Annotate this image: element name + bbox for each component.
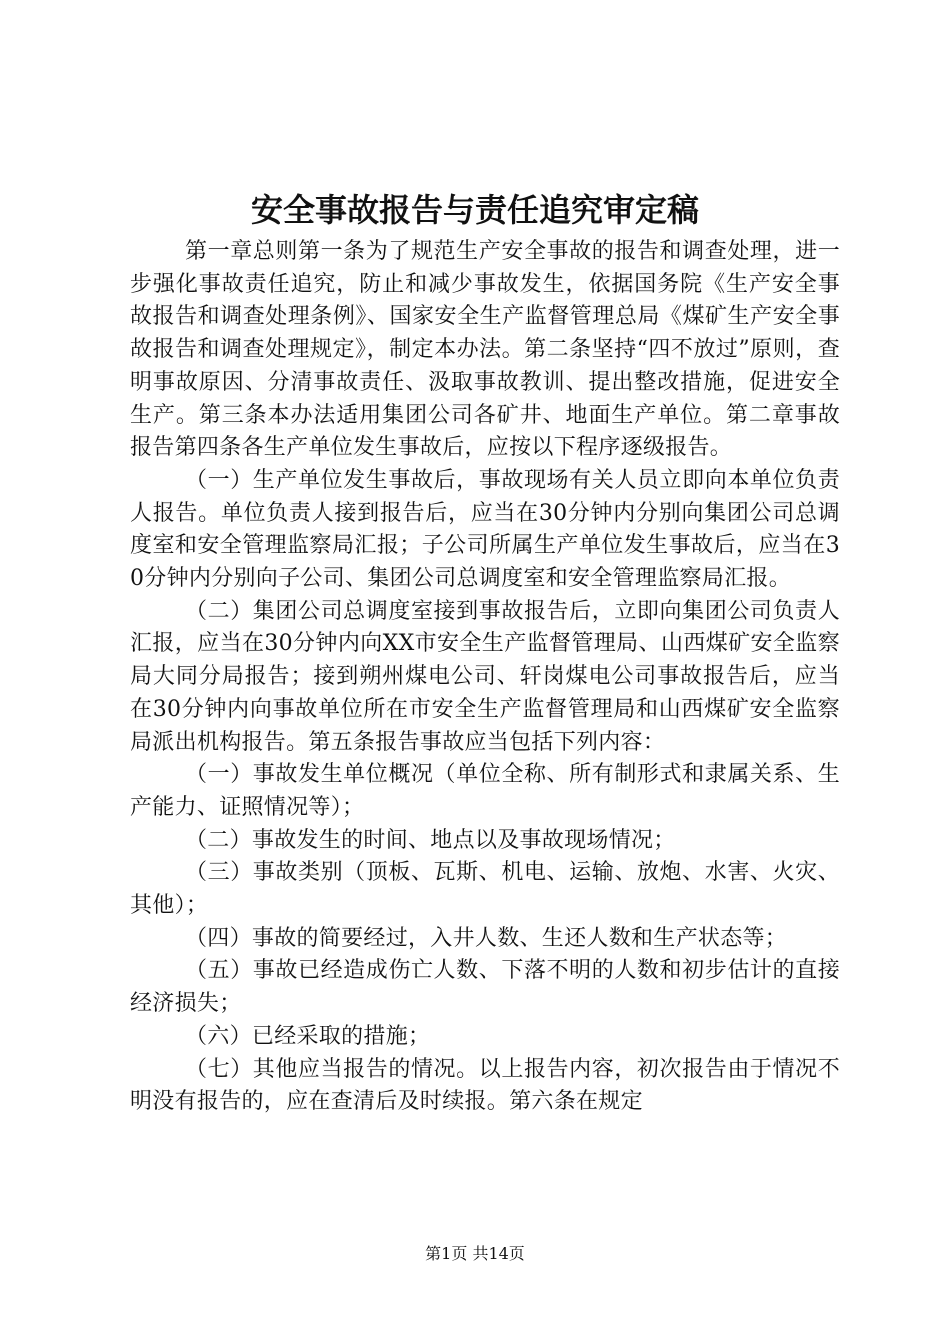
paragraph: （七）其他应当报告的情况。以上报告内容，初次报告由于情况不明没有报告的，应在查清后及时续报。第六条在规定 bbox=[130, 1056, 840, 1115]
paragraph: （六）已经采取的措施； bbox=[185, 1023, 431, 1049]
paragraph: （四）事故的简要经过，入井人数、生还人数和生产状态等； bbox=[185, 925, 788, 951]
paragraph: 第一章总则第一条为了规范生产安全事故的报告和调查处理，进一步强化事故责任追究，防止和减少事故发生，依据国务院《生产安全事故报告和调查处理条例》、国家安全生产监督管理总局《煤矿生产安全事故报告和调查处理规定》，制定本办法。第二条坚持“四不放过”原则，查明事故原因、分清事故责任、汲取事故教训、提出整改措施，促进安全生产。第三条本办法适用集团公司各矿井、地面生产单位。第二章事故报告第四条各生产单位发生事故后，应按以下程序逐级报告。 bbox=[130, 239, 840, 461]
paragraph: （三）事故类别（顶板、瓦斯、机电、运输、放炮、水害、火灾、其他）； bbox=[130, 860, 840, 919]
document-body bbox=[130, 236, 840, 1119]
paragraph: （二）事故发生的时间、地点以及事故现场情况； bbox=[185, 827, 676, 853]
paragraph: （一）生产单位发生事故后，事故现场有关人员立即向本单位负责人报告。单位负责人接到报告后，应当在30分钟内分别向集团公司总调度室和安全管理监察局汇报；子公司所属生产单位发生事故后，应当在30分钟内分别向子公司、集团公司总调度室和安全管理监察局汇报。 bbox=[130, 467, 840, 592]
paragraph: （一）事故发生单位概况（单位全称、所有制形式和隶属关系、生产能力、证照情况等）； bbox=[130, 762, 840, 820]
page-title: 安全事故报告与责任追究审定稿 bbox=[250, 191, 699, 229]
paragraph: （二）集团公司总调度室接到事故报告后，立即向集团公司负责人汇报，应当在30分钟内向XX市安全生产监督管理局、山西煤矿安全监察局大同分局报告；接到朔州煤电公司、轩岗煤电公司事故报告后，应当在30分钟内向事故单位所在市安全生产监督管理局和山西煤矿安全监察局派出机构报告。第五条报告事故应当包括下列内容： bbox=[130, 598, 840, 755]
paragraph: （五）事故已经造成伤亡人数、下落不明的人数和初步估计的直接经济损失； bbox=[130, 958, 840, 1017]
page-number: 第1页 共14页 bbox=[425, 1244, 525, 1263]
